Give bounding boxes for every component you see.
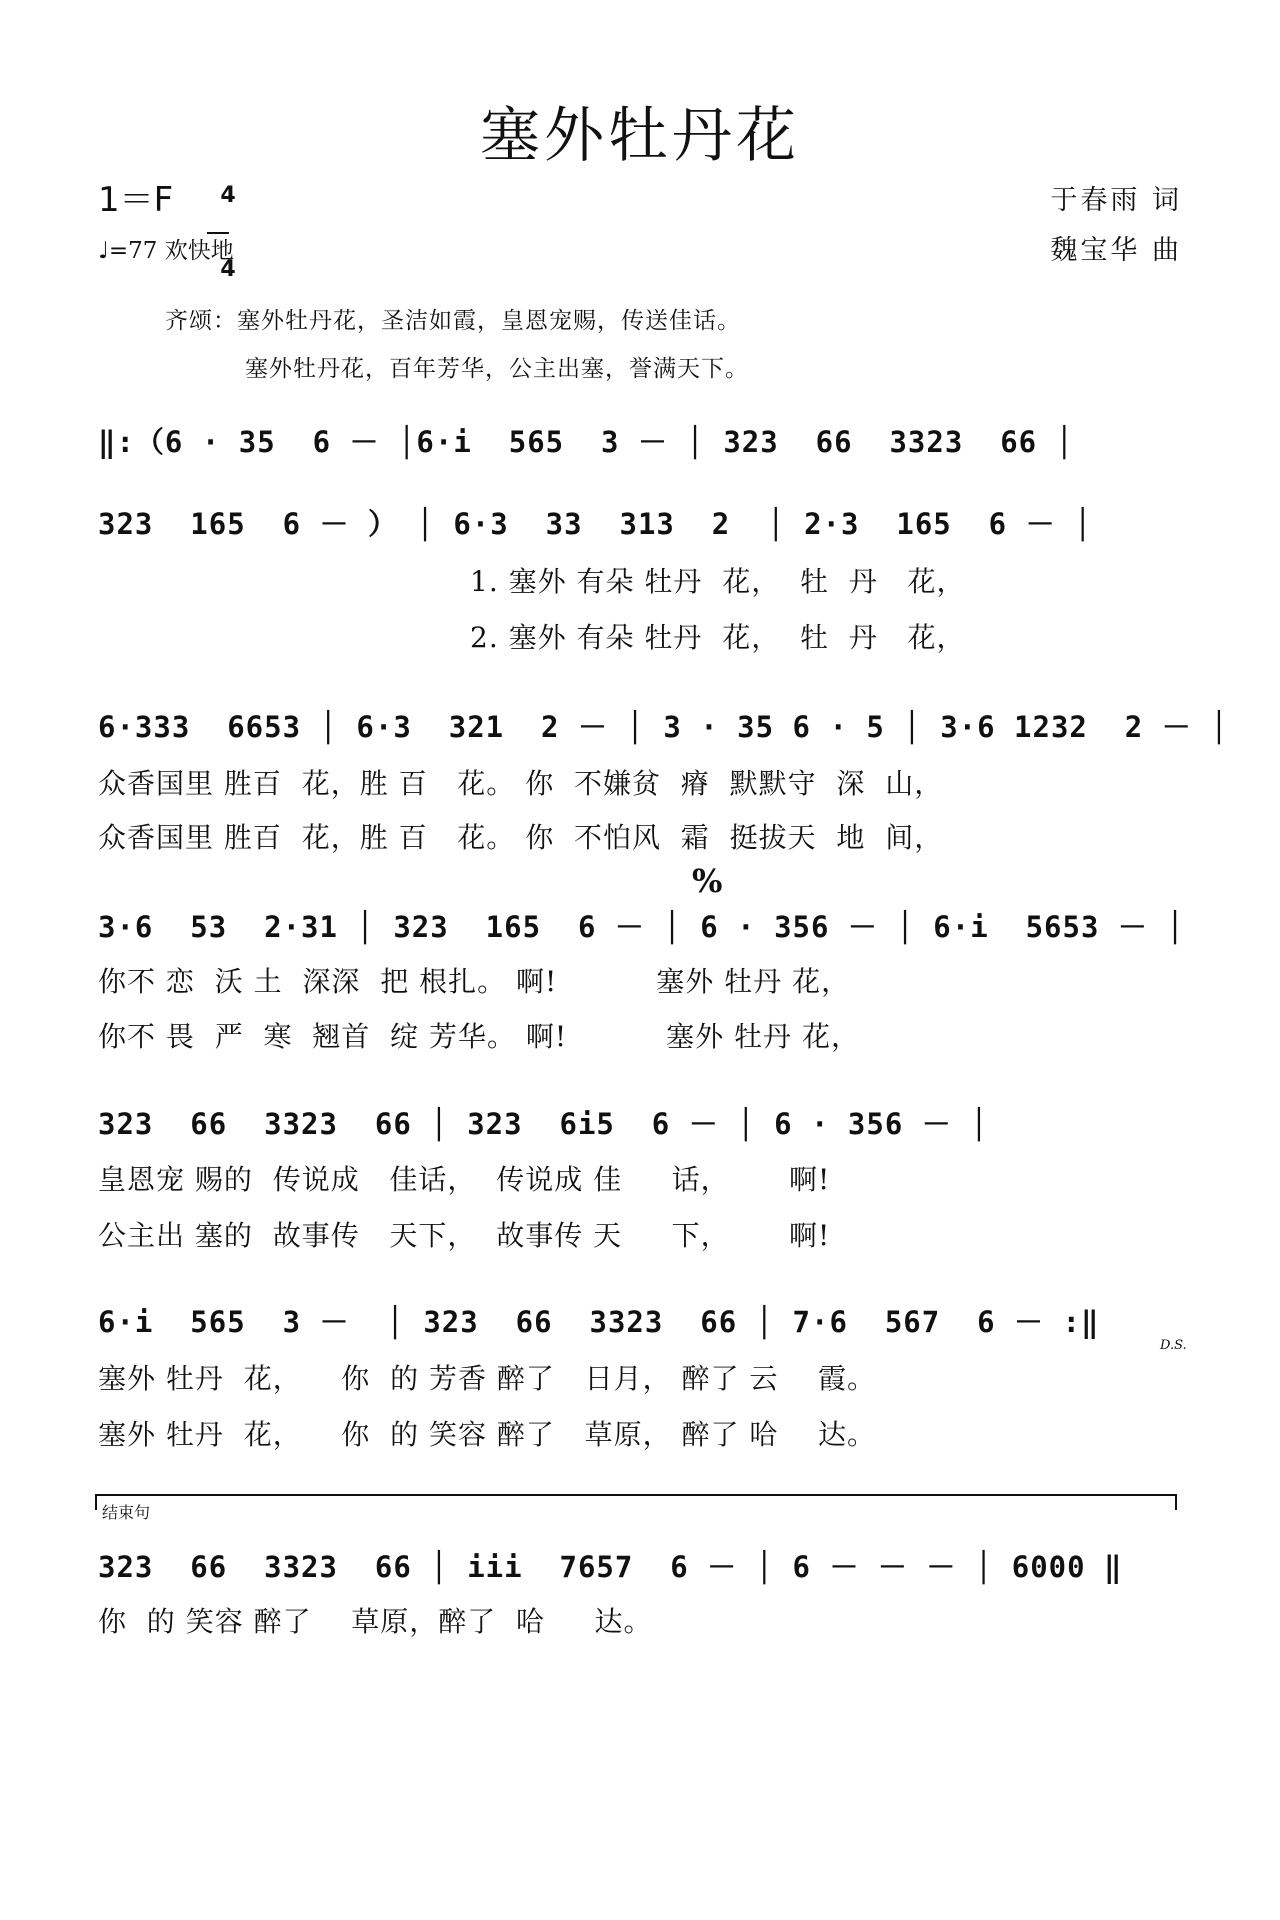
lyric-line-4-verse-2: 你不 畏 严 寒 翘首 绽 芳华。 啊! 塞外 牡丹 花， — [98, 1020, 860, 1053]
lyric-line-2-verse-1: 1. 塞外 有朵 牡丹 花， 牡 丹 花， — [470, 565, 966, 598]
notation-line-ending: 323 66 3323 66 │ iii 7657 6 － │ 6 － － － │ 6000 ‖ — [98, 1550, 1123, 1584]
notation-line-4: 3·6 53 2·31 │ 323 165 6 － │ 6 · 356 － │ 6·i 5653 － │ — [98, 910, 1185, 944]
ds-mark: D.S. — [1160, 1338, 1187, 1353]
notation-line-3: 6·333 6653 │ 6·3 321 2 － │ 3 · 35 6 · 5 │ 3·6 1232 2 － │ — [98, 710, 1229, 744]
lyric-line-6-verse-2: 塞外 牡丹 花， 你 的 笑容 醉了 草原， 醉了 哈 达。 — [98, 1418, 877, 1451]
notation-line-2: 323 165 6 － ） │ 6·3 33 313 2 │ 2·3 165 6 － │ — [98, 507, 1093, 541]
lyric-line-3-verse-1: 众香国里 胜百 花，胜 百 花。 你 不嫌贫 瘠 默默守 深 山， — [98, 767, 944, 800]
chorus-line-1: 齐颂：塞外牡丹花，圣洁如霞，皇恩宠赐，传送佳话。 — [165, 308, 741, 334]
lyricist-credit: 于春雨 词 — [1050, 185, 1182, 216]
segno-sign: % — [692, 862, 723, 900]
lyric-line-3-verse-2: 众香国里 胜百 花，胜 百 花。 你 不怕风 霜 挺拔天 地 间， — [98, 821, 944, 854]
notation-line-1: ‖:（6 · 35 6 － │6·i 565 3 － │ 323 66 3323 66 │ — [98, 425, 1075, 459]
key-signature: 1＝F — [98, 180, 174, 220]
lyric-line-6-verse-1: 塞外 牡丹 花， 你 的 芳香 醉了 日月， 醉了 云 霞。 — [98, 1362, 877, 1395]
lyric-line-4-verse-1: 你不 恋 沃 土 深深 把 根扎。 啊! 塞外 牡丹 花， — [98, 965, 851, 998]
time-signature-bottom: 4 — [220, 257, 236, 282]
lyric-line-2-verse-2: 2. 塞外 有朵 牡丹 花， 牡 丹 花， — [470, 621, 966, 654]
ending-bracket — [95, 1494, 1177, 1510]
chorus-line-2: 塞外牡丹花，百年芳华，公主出塞，誉满天下。 — [245, 356, 749, 382]
tempo-marking: ♩=77 欢快地 — [98, 238, 234, 264]
song-title: 塞外牡丹花 — [480, 101, 800, 171]
composer-credit: 魏宝华 曲 — [1050, 235, 1182, 266]
lyric-line-5-verse-1: 皇恩宠 赐的 传说成 佳话， 传说成 佳 话， 啊! — [98, 1163, 831, 1196]
lyric-line-5-verse-2: 公主出 塞的 故事传 天下， 故事传 天 下， 啊! — [98, 1219, 831, 1252]
notation-line-6: 6·i 565 3 － │ 323 66 3323 66 │ 7·6 567 6 － :‖ — [98, 1305, 1100, 1339]
time-signature-top: 4 — [220, 183, 236, 208]
notation-line-5: 323 66 3323 66 │ 323 6i5 6 － │ 6 · 356 － │ — [98, 1107, 989, 1141]
ending-label: 结束句 — [102, 1503, 151, 1522]
lyric-line-ending: 你 的 笑容 醉了 草原，醉了 哈 达。 — [98, 1605, 653, 1638]
